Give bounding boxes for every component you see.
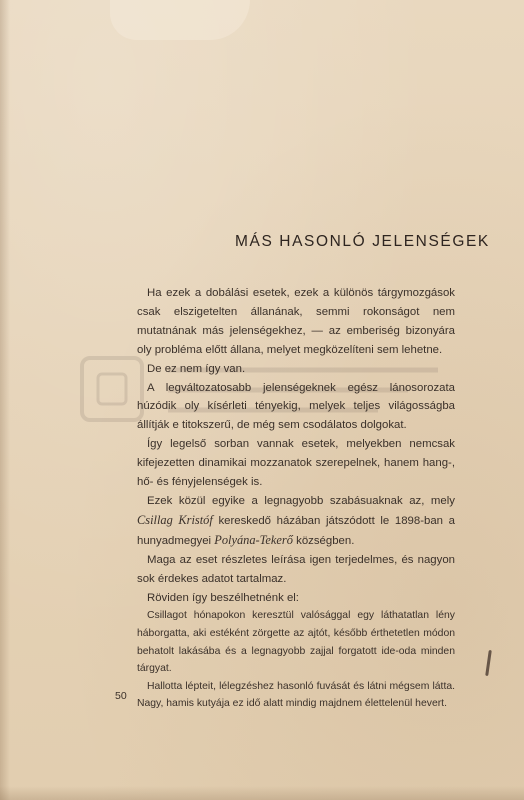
paragraph bbox=[137, 551, 455, 589]
text-run: A legváltozatosabb jelenségeknek egész lánosorozata húzódik oly kísérleti tényekig, melyek teljes világosságba állítják e titokszerű, de még sem csodálatos dolgokat. bbox=[137, 381, 455, 432]
paragraph bbox=[137, 678, 455, 713]
text-run: Ha ezek a dobálási esetek, ezek a különös tárgymozgások csak elszigetelten állanának, semmi rokonságot nem mutatnának más jelenségekhez, — az emberiség bizonyára oly probléma előtt állana, melyet megközelíteni sem lehetne. bbox=[137, 287, 455, 356]
text-run: Maga az eset részletes leírása igen terjedelmes, és nagyon sok érdekes adatot tartalmaz. bbox=[137, 553, 455, 585]
text-run: Csillagot hónapokon keresztül valósággal egy láthatatlan lény háborgatta, aki estéként zörgette az ajtót, később érthetetlen módon behatolt lakásába és a legnagyobb zajjal forgatott ide-oda minden tárgyat. bbox=[137, 610, 455, 675]
paragraph bbox=[137, 589, 455, 608]
paragraph bbox=[137, 360, 455, 379]
text-run: Ezek közül egyike a legnagyobb szabásuaknak az, mely bbox=[147, 494, 455, 507]
page-edge-shadow-left bbox=[0, 0, 10, 800]
text-run: községben. bbox=[292, 534, 355, 547]
page-edge-shadow-bottom bbox=[0, 786, 524, 800]
text-run: Röviden így beszélhetnénk el: bbox=[147, 591, 299, 604]
text-run: kereskedő házában játszódott le 1898-ban a hunyadmegyei bbox=[137, 514, 455, 547]
text-run: De ez nem így van. bbox=[147, 362, 246, 375]
page-number: 50 bbox=[115, 690, 127, 702]
text-run: Így legelső sorban vannak esetek, melyekben nemcsak kifejezetten dinamikai mozzanatok szerepelnek, hanem hang-, hő- és fényjelenségek is. bbox=[137, 438, 455, 489]
paragraph bbox=[137, 435, 455, 492]
paragraph bbox=[137, 607, 455, 677]
italic-name: Csillag Kristóf bbox=[137, 512, 213, 527]
chapter-title: MÁS HASONLÓ JELENSÉGEK bbox=[235, 233, 490, 250]
paragraph bbox=[137, 379, 455, 436]
paragraph bbox=[137, 492, 455, 551]
chapter-body bbox=[137, 284, 455, 713]
text-run: Hallotta lépteit, lélegzéshez hasonló fuvását és látni mégsem látta. Nagy, hamis kutyája ez idő alatt mindig majdnem élettelenül hevert. bbox=[137, 680, 455, 710]
margin-ink-mark bbox=[485, 650, 492, 676]
italic-name: Polyána-Tekerő bbox=[214, 532, 293, 547]
paragraph bbox=[137, 284, 455, 360]
paper-stain bbox=[110, 0, 250, 40]
